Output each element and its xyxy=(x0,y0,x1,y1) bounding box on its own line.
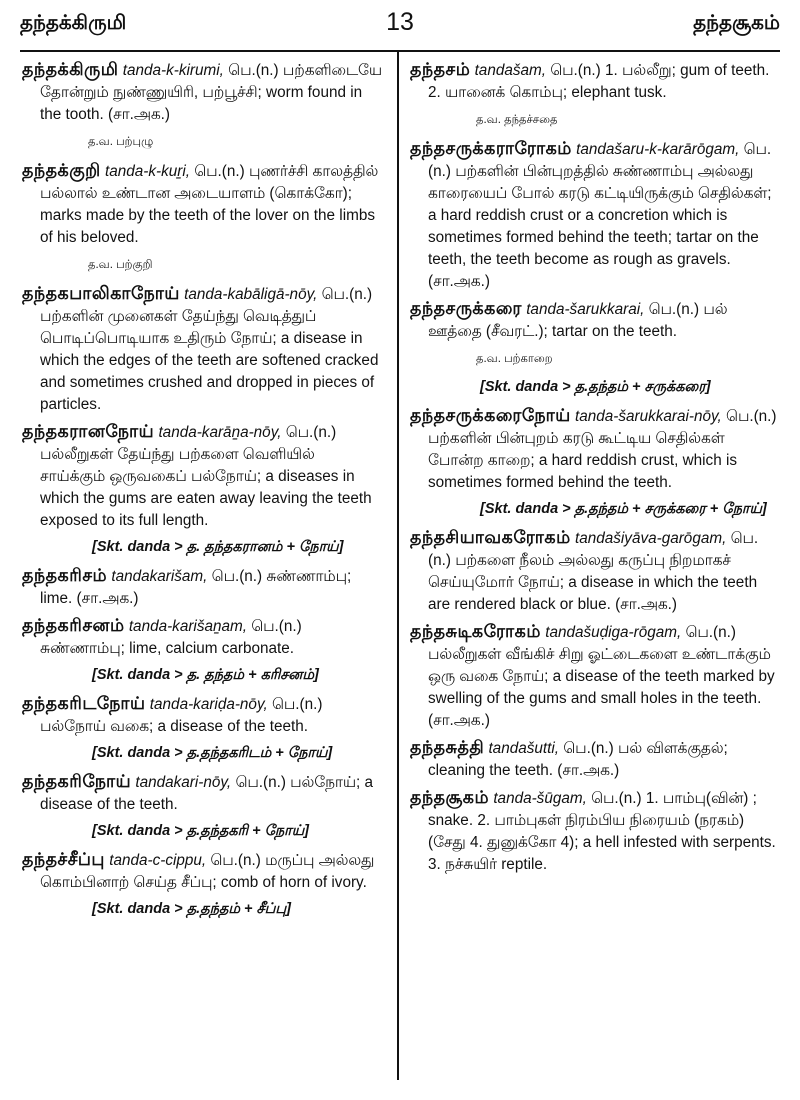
entry-definition: பெ.(n.) பல்லீறுகள் வீங்கிச் சிறு ஓட்டைகளை உண்டாக்கும் ஒரு வகை நோய்; a disease of the teeth marked by swelling of the gums and small holes in the teeth. (சா.அக.) xyxy=(428,624,775,729)
entry-headword: தந்தசம் xyxy=(410,59,471,79)
etymology-note: [Skt. danda > த.தந்தம் + சீப்பு] xyxy=(92,901,291,917)
entry-transliteration: tanda-k-kirumi, xyxy=(122,62,224,79)
dictionary-entry xyxy=(410,297,778,343)
entry-headword: தந்தகரிசனம் xyxy=(22,615,125,635)
entry-headword: தந்தசூகம் xyxy=(410,787,490,807)
dictionary-entry xyxy=(22,564,384,610)
etymology-note: [Skt. danda > த.தந்தகரி + நோய்] xyxy=(92,823,310,839)
entry-transliteration: tanda-šarukkarai, xyxy=(526,301,645,318)
entry-transliteration: tandašaru-k-karārōgam, xyxy=(576,141,740,158)
entry-headword: தந்தக்கிருமி xyxy=(22,59,119,79)
dictionary-entry xyxy=(410,786,778,876)
cross-reference: த.வ. பற்குறி xyxy=(88,259,153,271)
page-header xyxy=(20,8,780,48)
entry-transliteration: tandašuḍiga-rōgam, xyxy=(545,624,682,641)
entry-definition: பெ.(n.) பற்களின் முனைகள் தேய்ந்து வெடித்துப் பொடிப்பொடியாக உதிரும் நோய்; a disease in which the edges of the teeth are softened cracked and sometimes crushed and dropped in pieces of particles. xyxy=(40,286,379,413)
entry-transliteration: tanda-karišaṉam, xyxy=(128,618,247,635)
header-first-word: தந்தக்கிருமி xyxy=(20,12,127,34)
entry-transliteration: tandašam, xyxy=(474,62,546,79)
entry-headword: தந்தசுத்தி xyxy=(410,737,485,757)
dictionary-entry xyxy=(410,526,778,616)
dictionary-entry xyxy=(22,159,384,249)
entry-transliteration: tandakarišam, xyxy=(111,568,208,585)
entry-transliteration: tanda-c-cippu, xyxy=(109,852,207,869)
entry-definition: பெ.(n.) பல் விளக்குதல்; cleaning the teeth. (சா.அக.) xyxy=(428,740,728,779)
right-column xyxy=(410,58,778,880)
cross-reference: த.வ. தந்தச்சதை xyxy=(476,114,558,126)
entry-definition: பெ.(n.) 1. பாம்பு(வின்) ; snake. 2. பாம்புகள் நிரம்பிய நிரையம் (நரகம்) (சேது 4. துனுக்கோ 4); a hell infested with serpents. 3. நச்சுயிர் reptile. xyxy=(428,790,776,873)
dictionary-entry xyxy=(410,736,778,782)
entry-headword: தந்தசருக்கரை xyxy=(410,298,522,318)
entry-definition: பெ.(n.) பல் ஊத்தை (சீவரட்.); tartar on the teeth. xyxy=(428,301,728,340)
entry-headword: தந்தக்குறி xyxy=(22,160,101,180)
entry-definition: பெ.(n.) பல்லீறுகள் தேய்ந்து பற்களை வெளியில் சாய்க்கும் ஒருவகைப் பல்நோய்; a diseases in which the gums are eaten away leaving the teeth exposed to its full length. xyxy=(40,424,372,529)
page-number: 13 xyxy=(386,8,414,36)
entry-transliteration: tanda-kabāligā-nōy, xyxy=(184,286,318,303)
entry-transliteration: tanda-šūgam, xyxy=(493,790,587,807)
dictionary-entry xyxy=(410,137,778,293)
cross-reference: த.வ. பற்காறை xyxy=(476,353,553,365)
entry-definition: பெ.(n.) மருப்பு அல்லது கொம்பினாற் செய்த சீப்பு; comb of horn of ivory. xyxy=(40,852,375,891)
entry-headword: தந்தகரிடநோய் xyxy=(22,693,146,713)
entry-transliteration: tandakari-nōy, xyxy=(135,774,232,791)
entry-headword: தந்தசருக்கரைநோய் xyxy=(410,405,571,425)
cross-reference: த.வ. பற்புழு xyxy=(88,136,154,148)
left-column xyxy=(22,58,384,926)
entry-definition: பெ.(n.) புணர்ச்சி காலத்தில் பல்லால் உண்டான அடையாளம் (கொக்கோ); marks made by the teeth of the lover on the limbs of his beloved. xyxy=(40,163,379,246)
entry-definition: பெ.(n.) சுண்ணாம்பு; lime. (சா.அக.) xyxy=(40,568,352,607)
header-last-word: தந்தசூகம் xyxy=(693,12,780,34)
column-divider xyxy=(397,52,399,1080)
entry-headword: தந்தகபாலிகாநோய் xyxy=(22,283,180,303)
dictionary-entry xyxy=(22,692,384,738)
entry-transliteration: tanda-karāṉa-nōy, xyxy=(158,424,282,441)
entry-headword: தந்தசியாவகரோகம் xyxy=(410,527,571,547)
entry-headword: தந்தசருக்கராரோகம் xyxy=(410,138,572,158)
dictionary-entry xyxy=(22,420,384,532)
entry-transliteration: tanda-k-kuṟi, xyxy=(104,163,190,180)
entry-definition: பெ.(n.) பல்நோய்; a disease of the teeth. xyxy=(40,774,374,813)
dictionary-entry xyxy=(22,58,384,126)
dictionary-entry xyxy=(410,620,778,732)
entry-headword: தந்தகரானநோய் xyxy=(22,421,155,441)
etymology-note: [Skt. danda > த. தந்தம் + கரிசனம்] xyxy=(92,667,319,683)
entry-headword: தந்தச்சீப்பு xyxy=(22,849,105,869)
entry-definition: பெ.(n.) 1. பல்லீறு; gum of teeth. 2. யானைக் கொம்பு; elephant tusk. xyxy=(428,62,770,101)
dictionary-entry xyxy=(410,404,778,494)
etymology-note: [Skt. danda > த.தந்தகரிடம் + நோய்] xyxy=(92,745,333,761)
entry-definition: பெ.(n.) பற்களின் பின்புறத்தில் சுண்ணாம்பு அல்லது காரையைப் போல் கரடு கட்டியிருக்கும் செதில்கள்; a hard reddish crust or a concretion which is sometimes formed behind the teeth; tartar on the teeth, the teeth become as rough as gravels. (சா.அக.) xyxy=(428,141,772,290)
entry-definition: பெ.(n.) பற்களின் பின்புறம் கரடு கூட்டிய செதில்கள் போன்ற காறை; a hard reddish crust, which is sometimes formed behind the teeth. xyxy=(428,408,777,491)
entry-transliteration: tanda-kariḍa-nōy, xyxy=(149,696,268,713)
entry-transliteration: tandašutti, xyxy=(488,740,560,757)
dictionary-entry xyxy=(22,282,384,416)
dictionary-entry xyxy=(22,614,384,660)
entry-definition: பெ.(n.) பல்நோய் வகை; a disease of the teeth. xyxy=(40,696,323,735)
dictionary-entry xyxy=(410,58,778,104)
etymology-note: [Skt. danda > த. தந்தகரானம் + நோய்] xyxy=(92,539,344,555)
etymology-note: [Skt. danda > த.தந்தம் + சருக்கரை] xyxy=(480,379,711,395)
dictionary-entry xyxy=(22,770,384,816)
entry-transliteration: tanda-šarukkarai-nōy, xyxy=(574,408,722,425)
entry-definition: பெ.(n.) பற்களை நீலம் அல்லது கருப்பு நிறமாகச் செய்யுமோர் நோய்; a disease in which the teeth are rendered black or blue. (சா.அக.) xyxy=(428,530,759,613)
entry-definition: பெ.(n.) சுண்ணாம்பு; lime, calcium carbonate. xyxy=(40,618,302,657)
entry-definition: பெ.(n.) பற்களிடையே தோன்றும் நுண்ணுயிரி, பற்பூச்சி; worm found in the tooth. (சா.அக.) xyxy=(40,62,383,123)
dictionary-entry xyxy=(22,848,384,894)
entry-headword: தந்தகரிநோய் xyxy=(22,771,132,791)
header-rule xyxy=(20,50,780,52)
etymology-note: [Skt. danda > த.தந்தம் + சருக்கரை + நோய்] xyxy=(480,501,767,517)
entry-transliteration: tandašiyāva-garōgam, xyxy=(574,530,727,547)
entry-headword: தந்தகரிசம் xyxy=(22,565,108,585)
entry-headword: தந்தசுடிகரோகம் xyxy=(410,621,541,641)
